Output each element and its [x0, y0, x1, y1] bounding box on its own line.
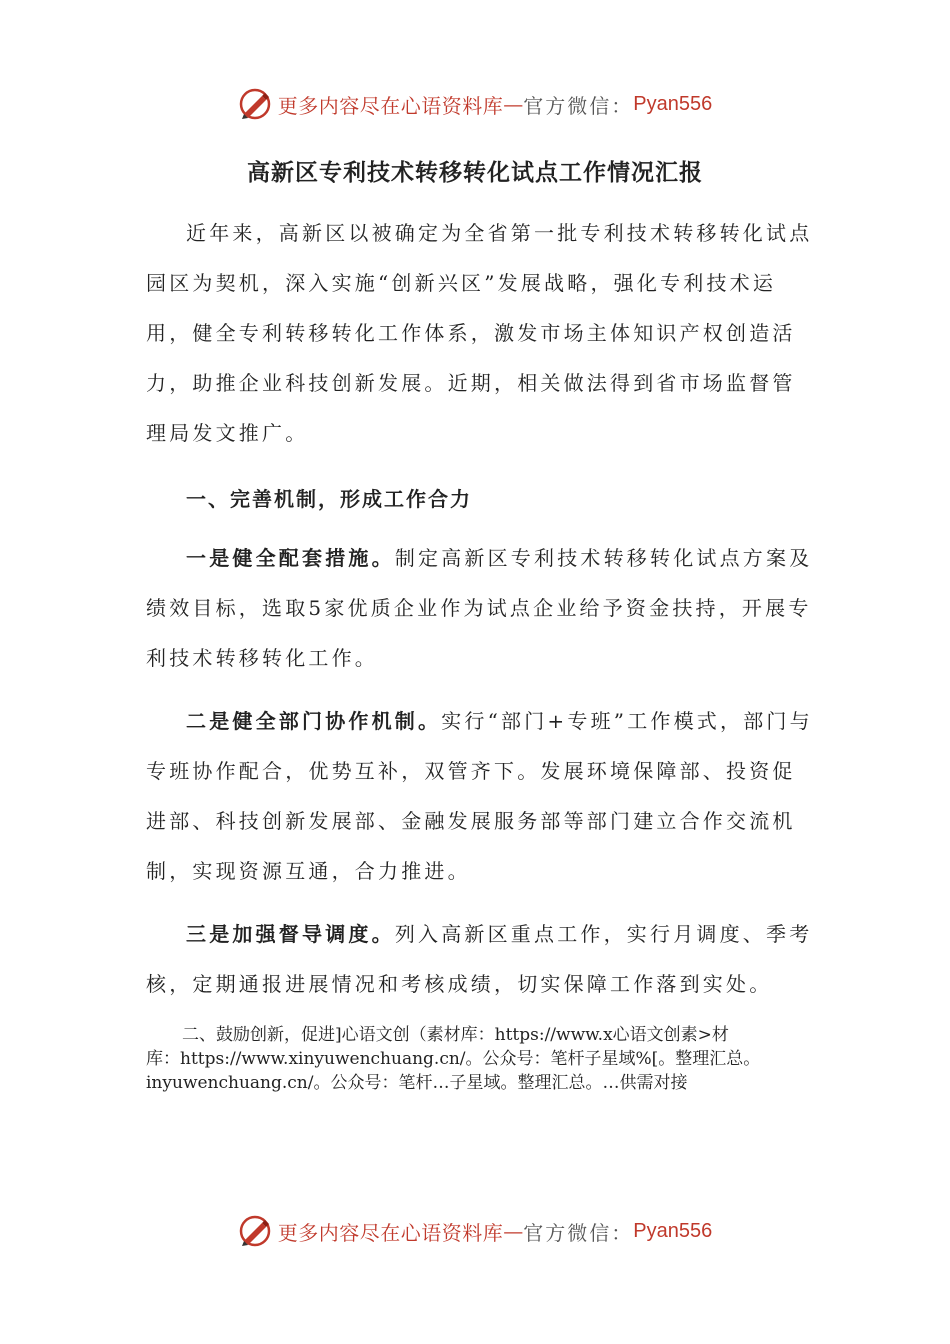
- banner-dash: —: [503, 1219, 524, 1243]
- watermark-banner-top: [0, 84, 950, 124]
- intro-paragraph: 近年来，高新区以被确定为全省第一批专利技术转移转化试点园区为契机，深入实施“创新兴区”发展战略，强化专利技术运用，健全专利转移转化工作体系，激发市场主体知识产权创造活力，助推企业科技创新发展。近期，相关做法得到省市场监督管理局发文推广。: [146, 221, 813, 445]
- measure-2-text: 实行“部门+专班”工作模式，部门与专班协作配合，优势互补，双管齐下。发展环境保障部、投资促进部、科技创新发展部、金融发展服务部等部门建立合作交流机制，实现资源互通，合力推进。: [146, 709, 813, 883]
- watermark-banner-bottom: [0, 1211, 950, 1251]
- banner-wechat-id: Pyan556: [633, 1219, 713, 1242]
- fragment-line-3: inyuwenchuang.cn/。公众号：笔杆…子星域。整理汇总。…供需对接: [146, 1073, 688, 1093]
- measure-paragraph-3: [146, 909, 818, 1009]
- measure-paragraph-1: [146, 533, 818, 683]
- banner-wechat-id: Pyan556: [633, 92, 713, 115]
- section-2-fragment: [146, 1023, 826, 1095]
- document-title: 高新区专利技术转移转化试点工作情况汇报: [247, 160, 703, 186]
- measure-1-lead: 一是健全配套措施。: [186, 546, 395, 570]
- banner-sub-text: 官方微信：: [523, 93, 634, 118]
- measure-paragraph-2: [146, 696, 818, 896]
- measure-3-lead: 三是加强督导调度。: [186, 922, 395, 946]
- fragment-line-1: 二、鼓励创新，促进]心语文创（素材库：https://www.x心语文创素>材: [182, 1025, 729, 1045]
- pen-logo-icon: [238, 87, 272, 121]
- pen-logo-icon: [238, 1214, 272, 1248]
- measure-2-lead: 二是健全部门协作机制。: [186, 709, 442, 733]
- fragment-line-2: 库：https://www.xinyuwenchuang.cn/。公众号：笔杆子星域%[。整理汇总。: [146, 1049, 761, 1069]
- section-1-heading: 一、完善机制，形成工作合力: [186, 487, 472, 511]
- measure-1-text: 制定高新区专利技术转移转化试点方案及绩效目标，选取5家优质企业作为试点企业给予资金扶持，开展专利技术转移转化工作。: [146, 546, 813, 670]
- banner-sub-text: 官方微信：: [523, 1220, 634, 1245]
- measure-3-text: 列入高新区重点工作，实行月调度、季考核，定期通报进展情况和考核成绩，切实保障工作落到实处。: [146, 922, 813, 996]
- banner-main-text: 更多内容尽在心语资料库: [277, 93, 504, 118]
- banner-dash: —: [503, 92, 524, 116]
- banner-main-text: 更多内容尽在心语资料库: [277, 1220, 504, 1245]
